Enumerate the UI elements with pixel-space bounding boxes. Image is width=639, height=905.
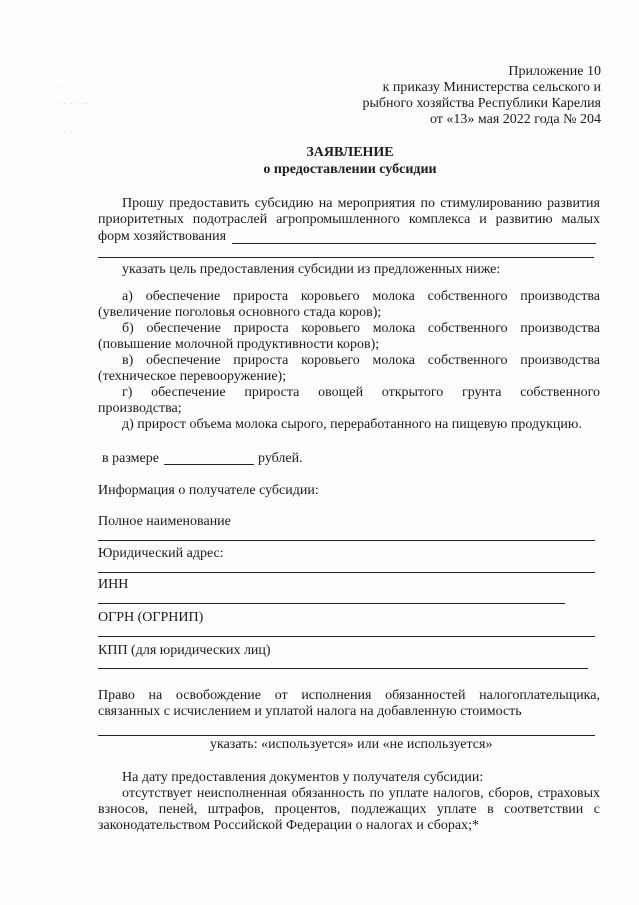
order-line: к приказу Министерства сельского и <box>382 80 601 95</box>
purpose-field-line <box>232 243 596 244</box>
amount-field-line <box>164 464 254 465</box>
order-date: от «13» мая 2022 года № 204 <box>429 112 601 127</box>
full-name-label: Полное наименование <box>98 514 231 529</box>
purpose-field-line-2 <box>98 257 594 258</box>
inn-field-line <box>98 603 565 604</box>
option-v-line-1: в) обеспечение прироста коровьего молока собственного производства <box>122 353 600 368</box>
amount-suffix: рублей. <box>258 451 303 466</box>
scan-smudge: ·· · · <box>60 128 79 136</box>
vat-line-1: Право на освобождение от исполнения обязанностей налогоплательщика, <box>98 688 600 703</box>
document-title: ЗАЯВЛЕНИЕ <box>306 145 394 160</box>
intro-line-3: форм хозяйствования <box>98 229 227 244</box>
vat-field-line <box>98 735 595 736</box>
kpp-label: КПП (для юридических лиц) <box>98 643 271 658</box>
document-subtitle: о предоставлении субсидии <box>263 162 437 177</box>
recipient-heading: Информация о получателе субсидии: <box>98 483 319 498</box>
option-g-line-2: производства; <box>98 401 182 416</box>
ogrn-label: ОГРН (ОГРНИП) <box>98 610 204 625</box>
option-v-line-2: (техническое перевооружение); <box>98 369 287 384</box>
option-b-line-2: (повышение молочной продуктивности коров); <box>98 337 380 352</box>
full-name-field-line <box>98 540 595 541</box>
kpp-field-line <box>98 668 588 669</box>
purpose-hint: указать цель предоставления субсидии из предложенных ниже: <box>122 262 501 277</box>
amount-prefix: в размере <box>102 451 159 466</box>
legal-address-field-line <box>98 572 595 573</box>
ogrn-field-line <box>98 636 595 637</box>
option-g-line-1: г) обеспечение прироста овощей открытого грунта собственного <box>122 385 600 400</box>
appendix-number: Приложение 10 <box>508 64 601 79</box>
date-section-line-4: законодательством Российской Федерации о налогах и сборах;* <box>98 818 480 833</box>
option-a-line-1: а) обеспечение прироста коровьего молока собственного производства <box>122 289 600 304</box>
vat-hint: указать: «используется» или «не используется» <box>210 737 493 752</box>
intro-line-2: приоритетных подотраслей агропромышленного комплекса и развитию малых <box>98 212 600 227</box>
date-section-line-2: отсутствует неисполненная обязанность по уплате налогов, сборов, страховых <box>122 786 600 801</box>
ministry-line: рыбного хозяйства Республики Карелия <box>362 96 601 111</box>
vat-line-2: связанных с исчислением и уплатой налога на добавленную стоимость <box>98 704 522 719</box>
inn-label: ИНН <box>98 577 129 592</box>
option-d-line-1: д) прирост объема молока сырого, переработанного на пищевую продукцию. <box>122 417 582 432</box>
intro-line-1: Прошу предоставить субсидию на мероприятия по стимулированию развития <box>122 196 600 211</box>
option-a-line-2: (увеличение поголовья основного стада коров); <box>98 305 382 320</box>
scan-smudge: · ·· ·:· ·· <box>55 100 90 108</box>
date-section-line-3: взносов, пеней, штрафов, процентов, подлежащих уплате в соответствии с <box>98 802 600 817</box>
legal-address-label: Юридический адрес: <box>98 546 224 561</box>
date-section-line-1: На дату предоставления документов у получателя субсидии: <box>122 770 484 785</box>
option-b-line-1: б) обеспечение прироста коровьего молока собственного производства <box>122 321 600 336</box>
scan-smudge: · · · <box>62 84 78 92</box>
